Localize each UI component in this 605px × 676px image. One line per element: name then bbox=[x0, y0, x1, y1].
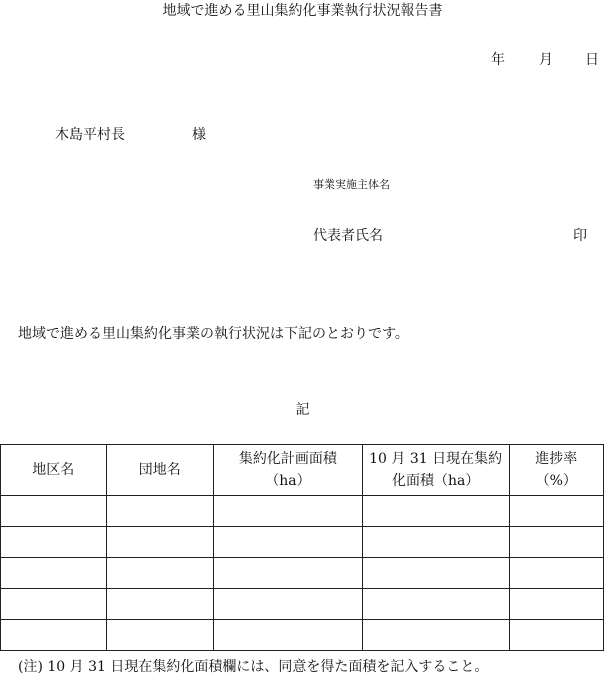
cell-planned-area[interactable] bbox=[214, 496, 363, 527]
cell-planned-area[interactable] bbox=[214, 620, 363, 651]
cell-district[interactable] bbox=[1, 558, 107, 589]
honorific: 様 bbox=[192, 127, 206, 143]
cell-block[interactable] bbox=[106, 620, 214, 651]
header-progress-rate-line2: （%） bbox=[535, 473, 577, 489]
cell-block[interactable] bbox=[106, 558, 214, 589]
cell-district[interactable] bbox=[1, 496, 107, 527]
header-planned-area-line1: 集約化計画面積 bbox=[238, 451, 337, 467]
cell-block[interactable] bbox=[106, 496, 214, 527]
table-row bbox=[1, 620, 604, 651]
cell-planned-area[interactable] bbox=[214, 558, 363, 589]
cell-block[interactable] bbox=[106, 589, 214, 620]
date-month-label: 月 bbox=[539, 52, 553, 68]
cell-block[interactable] bbox=[106, 527, 214, 558]
table-row bbox=[1, 558, 604, 589]
header-consolidated-area bbox=[362, 445, 509, 496]
cell-district[interactable] bbox=[1, 527, 107, 558]
header-progress-rate bbox=[509, 445, 604, 496]
header-block-label: 団地名 bbox=[138, 462, 181, 478]
header-progress-rate-line1: 進捗率 bbox=[535, 451, 578, 467]
representative-label: 代表者氏名 bbox=[313, 228, 383, 244]
table-row bbox=[1, 589, 604, 620]
status-table bbox=[0, 444, 604, 651]
cell-progress-rate[interactable] bbox=[509, 620, 604, 651]
header-planned-area bbox=[214, 445, 363, 496]
header-district-label: 地区名 bbox=[32, 462, 75, 478]
cell-consolidated-area[interactable] bbox=[362, 620, 509, 651]
header-district bbox=[1, 445, 107, 496]
seal-mark: 印 bbox=[573, 228, 587, 244]
intro-text: 地域で進める里山集約化事業の執行状況は下記のとおりです。 bbox=[18, 326, 409, 342]
cell-consolidated-area[interactable] bbox=[362, 558, 509, 589]
header-row bbox=[1, 445, 604, 496]
cell-consolidated-area[interactable] bbox=[362, 496, 509, 527]
cell-district[interactable] bbox=[1, 589, 107, 620]
date-day-label: 日 bbox=[585, 52, 599, 68]
cell-planned-area[interactable] bbox=[214, 527, 363, 558]
organization-label: 事業実施主体名 bbox=[313, 178, 390, 191]
cell-progress-rate[interactable] bbox=[509, 496, 604, 527]
cell-progress-rate[interactable] bbox=[509, 527, 604, 558]
header-block bbox=[106, 445, 214, 496]
cell-planned-area[interactable] bbox=[214, 589, 363, 620]
footnote: (注) 10 月 31 日現在集約化面積欄には、同意を得た面積を記入すること。 bbox=[18, 659, 489, 675]
cell-consolidated-area[interactable] bbox=[362, 589, 509, 620]
table-row bbox=[1, 496, 604, 527]
header-planned-area-line2: （ha） bbox=[265, 473, 311, 489]
cell-district[interactable] bbox=[1, 620, 107, 651]
cell-progress-rate[interactable] bbox=[509, 589, 604, 620]
header-consolidated-area-line2: 化面積（ha） bbox=[391, 473, 480, 489]
addressee: 木島平村長 bbox=[55, 127, 125, 143]
table-row bbox=[1, 527, 604, 558]
cell-consolidated-area[interactable] bbox=[362, 527, 509, 558]
ki-heading: 記 bbox=[295, 402, 310, 418]
date-year-label: 年 bbox=[491, 52, 505, 68]
document-title: 地域で進める里山集約化事業執行状況報告書 bbox=[162, 3, 443, 19]
header-consolidated-area-line1: 10 月 31 日現在集約 bbox=[369, 451, 503, 467]
cell-progress-rate[interactable] bbox=[509, 558, 604, 589]
